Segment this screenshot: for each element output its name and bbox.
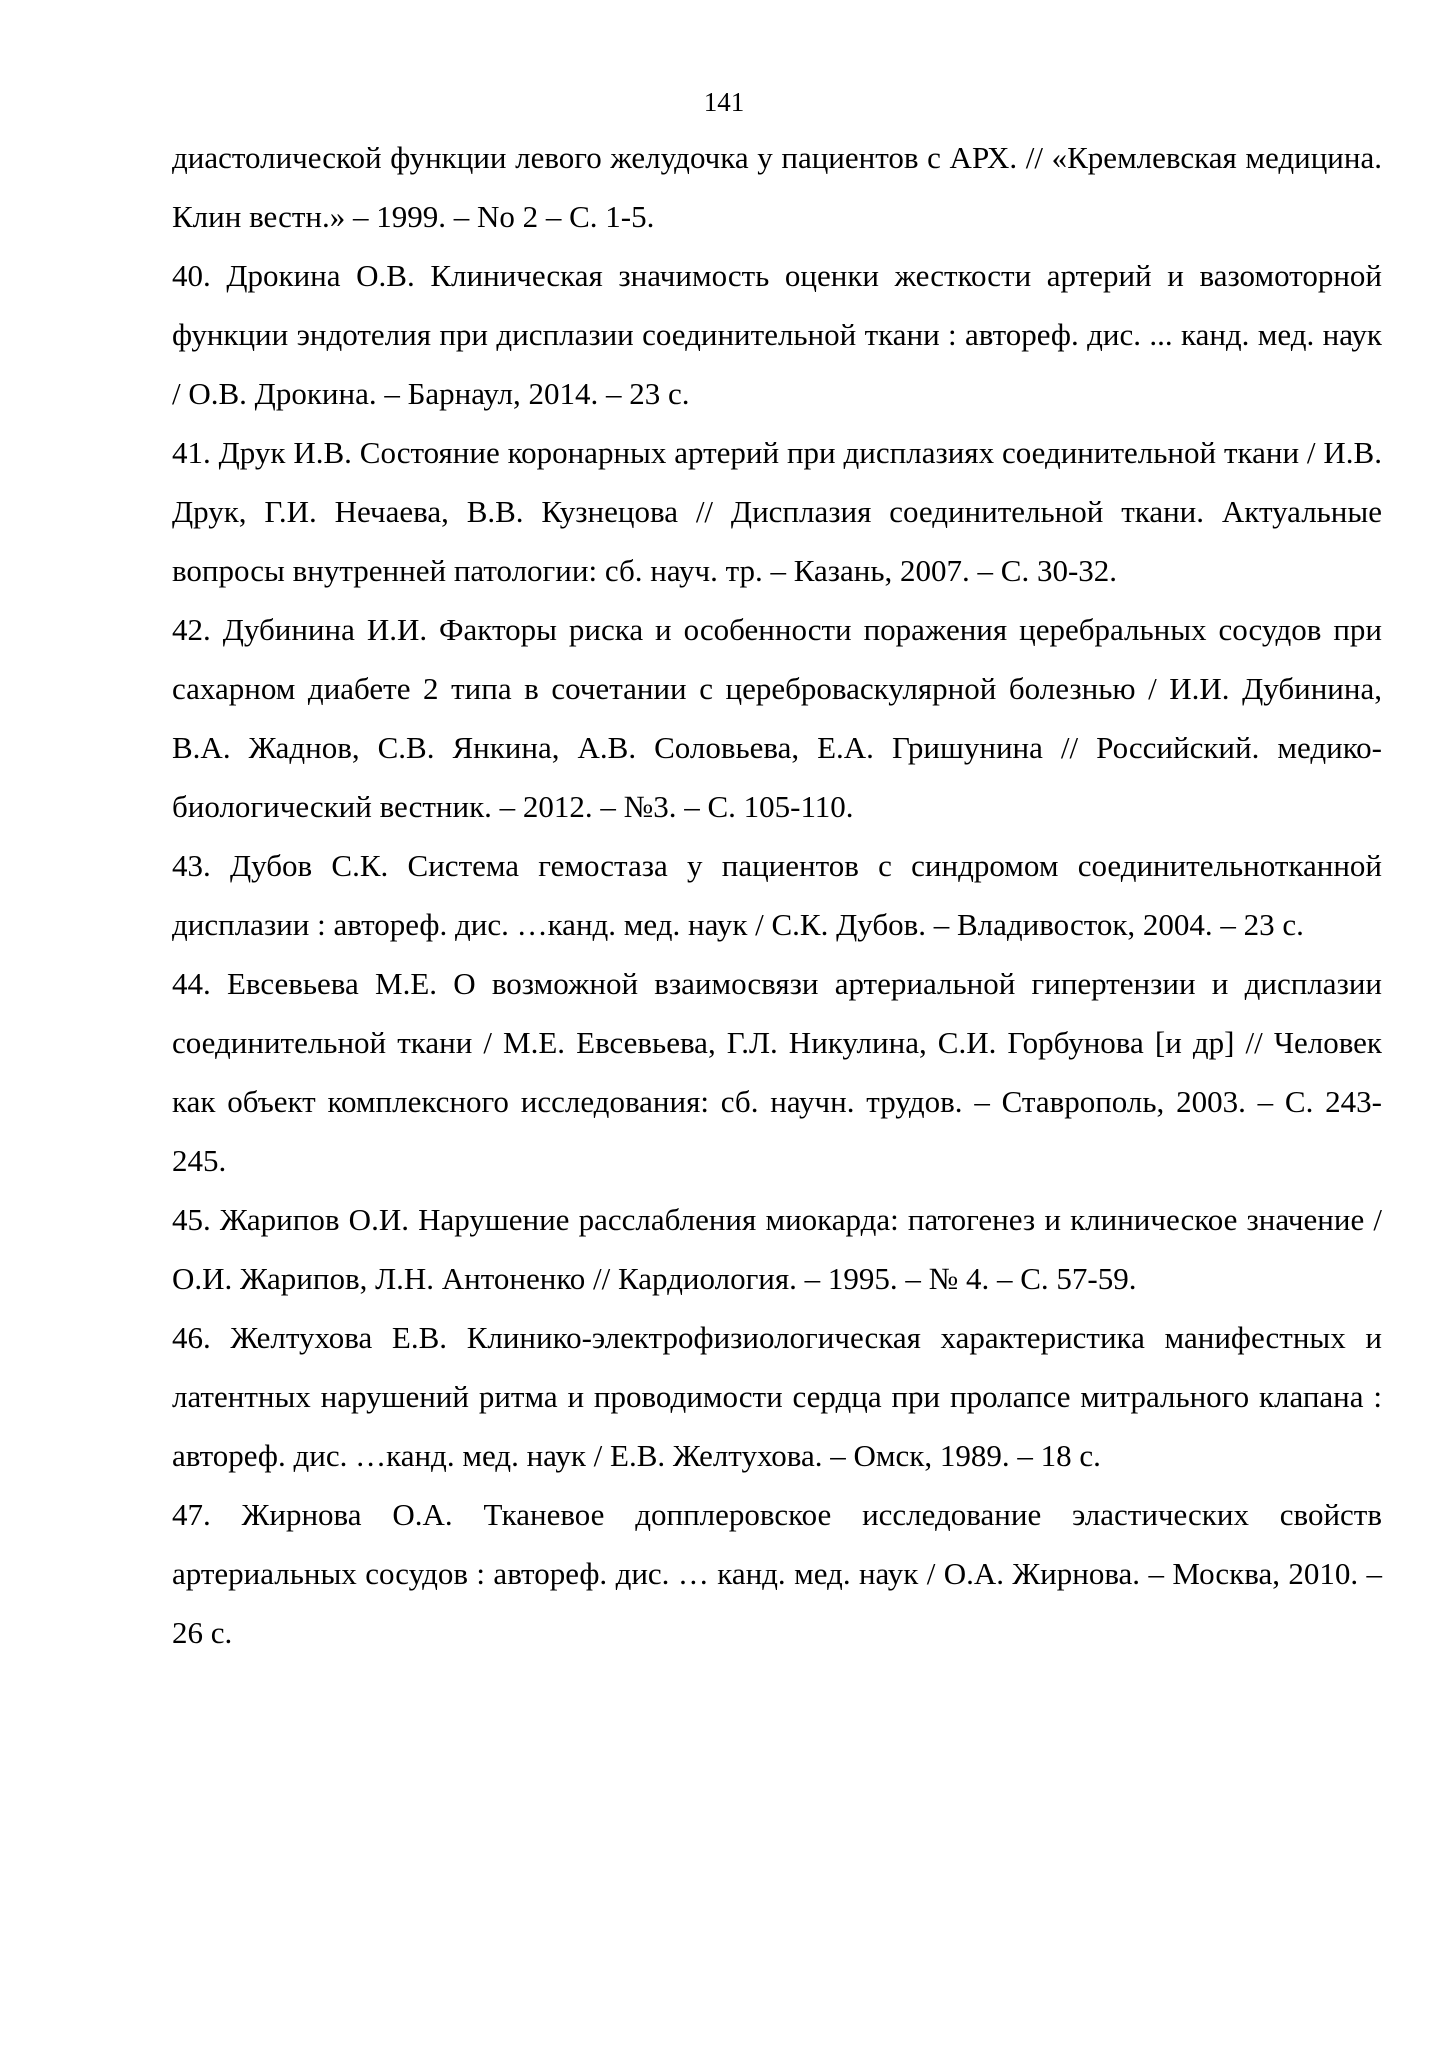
reference-item-45: 45. Жарипов О.И. Нарушение расслабления миокарда: патогенез и клиническое значение / О.И. Жарипов, Л.Н. Антоненко // Кардиология. – 1995. – № 4. – С. 57-59.: [172, 1202, 1382, 1296]
reference-item-44: 44. Евсевьева М.Е. О возможной взаимосвязи артериальной гипертензии и дисплазии соединительной ткани / М.Е. Евсевьева, Г.Л. Никулина, С.И. Горбунова [и др] // Человек как объект комплексного исследования: сб. научн. трудов. – Ставрополь, 2003. – С. 243-245.: [172, 966, 1382, 1178]
reference-item-41: 41. Друк И.В. Состояние коронарных артерий при дисплазиях соединительной ткани / И.В. Друк, Г.И. Нечаева, В.В. Кузнецова // Дисплазия соединительной ткани. Актуальные вопросы внутренней патологии: сб. науч. тр. – Казань, 2007. – С. 30-32.: [172, 435, 1382, 588]
reference-item-43: 43. Дубов С.К. Система гемостаза у пациентов с синдромом соединительнотканной дисплазии : автореф. дис. …канд. мед. наук / С.К. Дубов. – Владивосток, 2004. – 23 с.: [172, 848, 1382, 942]
reference-list: [172, 128, 1382, 1662]
reference-item-42: 42. Дубинина И.И. Факторы риска и особенности поражения церебральных сосудов при сахарном диабете 2 типа в сочетании с цереброваскулярной болезнью / И.И. Дубинина, В.А. Жаднов, С.В. Янкина, А.В. Соловьева, Е.А. Гришунина // Российский. медико-биологический вестник. – 2012. – №3. – С. 105-110.: [172, 612, 1382, 824]
reference-item-40: 40. Дрокина О.В. Клиническая значимость оценки жесткости артерий и вазомоторной функции эндотелия при дисплазии соединительной ткани : автореф. дис. ... канд. мед. наук / О.В. Дрокина. – Барнаул, 2014. – 23 с.: [172, 258, 1382, 411]
reference-item-39-continuation: диастолической функции левого желудочка у пациентов с АРХ. // «Кремлевская медицина. Клин вестн.» – 1999. – No 2 – С. 1-5.: [172, 140, 1382, 234]
reference-item-46: 46. Желтухова Е.В. Клинико-электрофизиологическая характеристика манифестных и латентных нарушений ритма и проводимости сердца при пролапсе митрального клапана : автореф. дис. …канд. мед. наук / Е.В. Желтухова. – Омск, 1989. – 18 с.: [172, 1320, 1382, 1473]
page-number: 141: [703, 87, 745, 117]
reference-item-47: 47. Жирнова О.А. Тканевое допплеровское исследование эластических свойств артериальных сосудов : автореф. дис. … канд. мед. наук / О.А. Жирнова. – Москва, 2010. – 26 с.: [172, 1497, 1382, 1650]
